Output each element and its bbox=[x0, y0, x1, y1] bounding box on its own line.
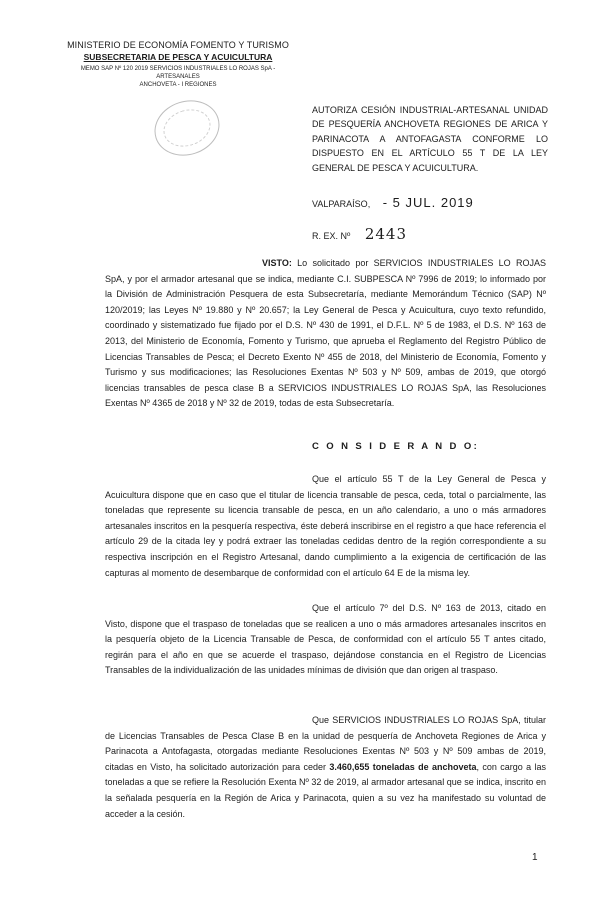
memo-line-3: ANCHOVETA - I REGIONES bbox=[139, 82, 217, 88]
letterhead bbox=[58, 40, 298, 89]
considerando-3-text-a: Que SERVICIOS INDUSTRIALES LO ROJAS SpA, titular de Licencias Transables de Pesca Clase B en la unidad de pesquería de Anchoveta Regiones de Arica y Parinacota a Antofagasta, otorgadas mediante Resoluciones Exentas Nº 503 y Nº 509 ambas de 2019, citadas en Visto, ha solicitado autorización para ceder bbox=[105, 715, 546, 772]
ministry-name: MINISTERIO DE ECONOMÍA FOMENTO Y TURISMO bbox=[67, 40, 289, 50]
resolution-date bbox=[312, 195, 474, 210]
considerando-3-tonnage: 3.460,655 toneladas de anchoveta bbox=[329, 761, 477, 772]
memo-reference bbox=[58, 65, 298, 89]
considerando-3-text-b: , con cargo a las toneladas a que se refiere la Resolución Exenta Nº 32 de 2019, al armador artesanal que se indica, inscrito en la señalada pesquería en la Región de Arica y Parinacota, quien a su vez ha manifestado su voluntad de acceder a la cesión. bbox=[105, 761, 546, 819]
resolution-summary: AUTORIZA CESIÓN INDUSTRIAL-ARTESANAL UNIDAD DE PESQUERÍA ANCHOVETA REGIONES DE ARICA Y PARINACOTA A ANTOFAGASTA CONFORME LO DISPUESTO EN EL ARTÍCULO 55 T DE LA LEY GENERAL DE PESCA Y ACUICULTURA. bbox=[312, 105, 548, 173]
official-seal-stamp bbox=[147, 92, 226, 164]
considerando-1-text: Que el artículo 55 T de la Ley General de Pesca y Acuicultura dispone que en caso que el titular de licencia transable de pesca, ceda, total o parcialmente, las toneladas que represente su licencia transable de pesca, en un año calendario, a uno o más armadores artesanales inscritos en la pesquería respectiva, éste deberá inscribirse en el registro a que hace referencia el artículo 29 de la citada ley y podrá extraer las toneladas cedidas dentro de la región correspondiente a su respectiva inscripción en el Registro Artesanal, dando cumplimiento a la exigencia de certificación de las capturas al momento de desembarque de conformidad con el artículo 64 E de la misma ley. bbox=[105, 474, 546, 578]
memo-line-1: MEMO SAP Nº 120 2019 SERVICIOS INDUSTRIALES LO ROJAS SpA - bbox=[80, 66, 276, 72]
resolution-number-value: 2443 bbox=[364, 225, 407, 243]
considerando-paragraph-2 bbox=[105, 601, 546, 679]
subsecretaria-name: SUBSECRETARIA DE PESCA Y ACUICULTURA bbox=[83, 52, 273, 62]
considerando-paragraph-3 bbox=[105, 713, 546, 822]
visto-paragraph bbox=[105, 256, 546, 412]
considerando-2-text: Que el artículo 7º del D.S. Nº 163 de 2013, citado en Visto, dispone que el traspaso de toneladas que se realicen a uno o más armadores artesanales inscritos en la pesquería objeto de la Licencia Transable de Pesca, de conformidad con el artículo 55 T antes citado, regirán para el año en que se acuerde el traspaso, dejándose constancia en el Registro de Licencias Transables de la individualización de las unidades mínimas de división que dan origen al traspaso. bbox=[105, 603, 546, 676]
resolution-number-label: R. EX. Nº bbox=[312, 231, 351, 241]
date-value: - 5 JUL. 2019 bbox=[382, 195, 474, 210]
considerando-heading: C O N S I D E R A N D O: bbox=[312, 441, 480, 452]
resolution-number bbox=[312, 225, 407, 243]
considerando-paragraph-1 bbox=[105, 472, 546, 581]
date-label: VALPARAÍSO, bbox=[312, 199, 371, 209]
memo-line-2: ARTESANALES bbox=[156, 74, 200, 80]
visto-text: Lo solicitado por SERVICIOS INDUSTRIALES LO ROJAS SpA, y por el armador artesanal que se indica, mediante C.I. SUBPESCA Nº 7996 de 2019; lo informado por la División de Administración Pesquera de esta Subsecretaría, mediante Memorándum Técnico (SAP) Nº 120/2019; las Leyes Nº 19.880 y Nº 20.657; la Ley General de Pesca y Acuicultura, cuyo texto refundido, coordinado y sistematizado fue fijado por el D.S. Nº 430 de 1991, el D.F.L. Nº 5 de 1983, el D.S. Nº 163 de 2013, del Ministerio de Economía, Fomento y Turismo, que aprueba el Reglamento del Registro Público de Licencias Transables de Pesca; el Decreto Exento Nº 455 de 2018, del Ministerio de Economía, Fomento y Turismo y sus modificaciones; las Resoluciones Exentas Nº 503 y Nº 509, ambas de 2019, que otorgó licencias transables de pesca clase B a SERVICIOS INDUSTRIALES LO ROJAS SpA, las Resoluciones Exentas Nº 4365 de 2018 y Nº 32 de 2019, todas de esta Subsecretaría. bbox=[105, 258, 546, 409]
visto-label: VISTO: bbox=[262, 258, 292, 268]
page-number: 1 bbox=[532, 852, 538, 863]
